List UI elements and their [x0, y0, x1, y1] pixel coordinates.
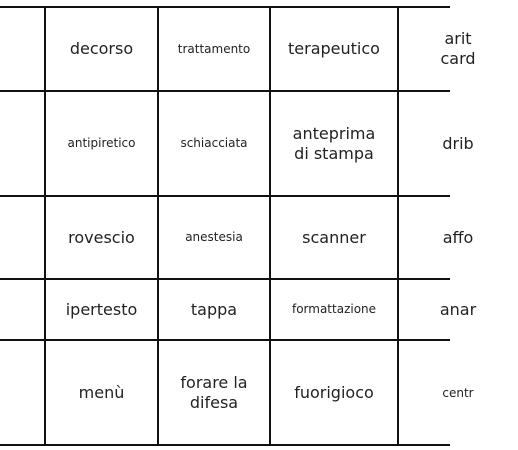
- grid-cell: [0, 196, 45, 279]
- grid-cell: decorso: [69, 39, 134, 58]
- grid-cell: [0, 7, 45, 91]
- grid-cell: terapeutico: [288, 39, 380, 58]
- grid-cell: drib: [442, 133, 474, 153]
- grid-cell: [0, 91, 45, 196]
- grid-cell: anteprima di stampa: [292, 123, 376, 163]
- grid-cell: trattamento: [177, 41, 251, 56]
- grid-cell: [0, 340, 45, 446]
- grid-cell: anar: [439, 299, 477, 319]
- grid-cell: antipiretico: [67, 136, 136, 150]
- grid-cell: formattazione: [291, 302, 377, 316]
- grid-cell: fuorigioco: [294, 383, 374, 402]
- grid-cell: forare la difesa: [180, 373, 248, 412]
- grid-cell: [0, 279, 45, 340]
- grid-cell: anestesia: [185, 230, 243, 244]
- grid-cell: rovescio: [68, 227, 135, 247]
- grid-cell: centr: [442, 385, 474, 400]
- grid-cell: schiacciata: [180, 136, 248, 150]
- grid-cell: scanner: [302, 227, 366, 247]
- grid-cell: ipertesto: [65, 299, 138, 319]
- grid-cell: menù: [78, 383, 125, 402]
- grid-cell: arit card: [440, 29, 476, 68]
- grid-cell: affo: [442, 227, 474, 247]
- grid-cell: tappa: [190, 299, 238, 319]
